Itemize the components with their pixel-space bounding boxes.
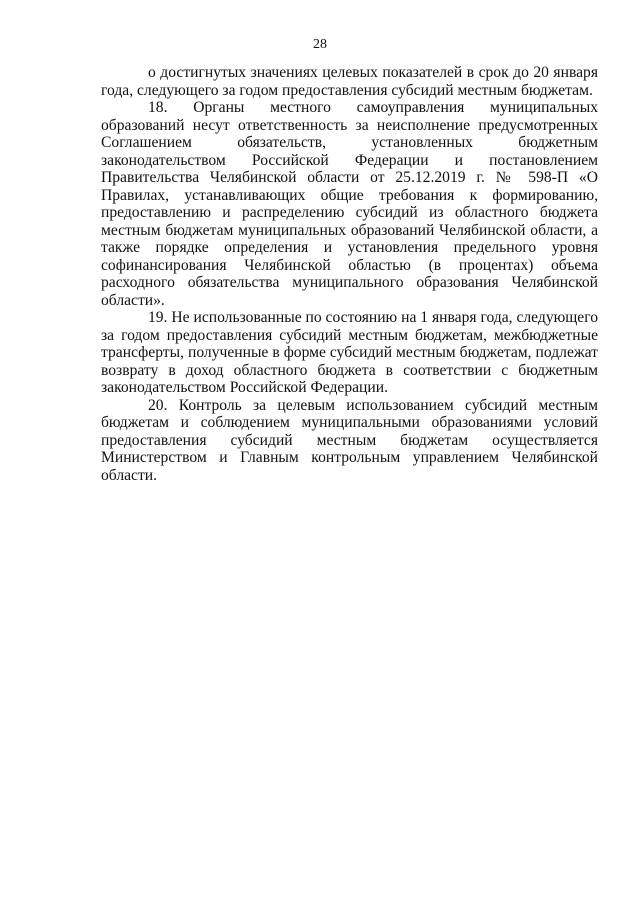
paragraph-item-18: 18. Органы местного самоуправления муниципальных образований несут ответственность за неисполнение предусмотренных Соглашением обязательств, установленных бюджетным законодательством Российской Федерации и постановлением Правительства Челябинской области от 25.12.2019 г. № 598-П «О Правилах, устанавливающих общие требования к формированию, предоставлению и распределению субсидий из областного бюджета местным бюджетам муниципальных образований Челябинской области, а также порядке определения и установления предельного уровня софинансирования Челябинской областью (в процентах) объема расходного обязательства муниципального образования Челябинской области».: [101, 99, 598, 309]
paragraph-continuation: о достигнутых значениях целевых показателей в срок до 20 января года, следующего за годом предоставления субсидий местным бюджетам.: [101, 64, 598, 99]
page-number: 28: [313, 37, 327, 52]
document-body: [101, 64, 598, 484]
paragraph-item-19: 19. Не использованные по состоянию на 1 января года, следующего за годом предоставления субсидий местным бюджетам, межбюджетные трансферты, полученные в форме субсидий местным бюджетам, подлежат возврату в доход областного бюджета в соответствии с бюджетным законодательством Российской Федерации.: [101, 309, 598, 396]
paragraph-item-20: 20. Контроль за целевым использованием субсидий местным бюджетам и соблюдением муниципальными образованиями условий предоставления субсидий местным бюджетам осуществляется Министерством и Главным контрольным управлением Челябинской области.: [101, 396, 598, 484]
